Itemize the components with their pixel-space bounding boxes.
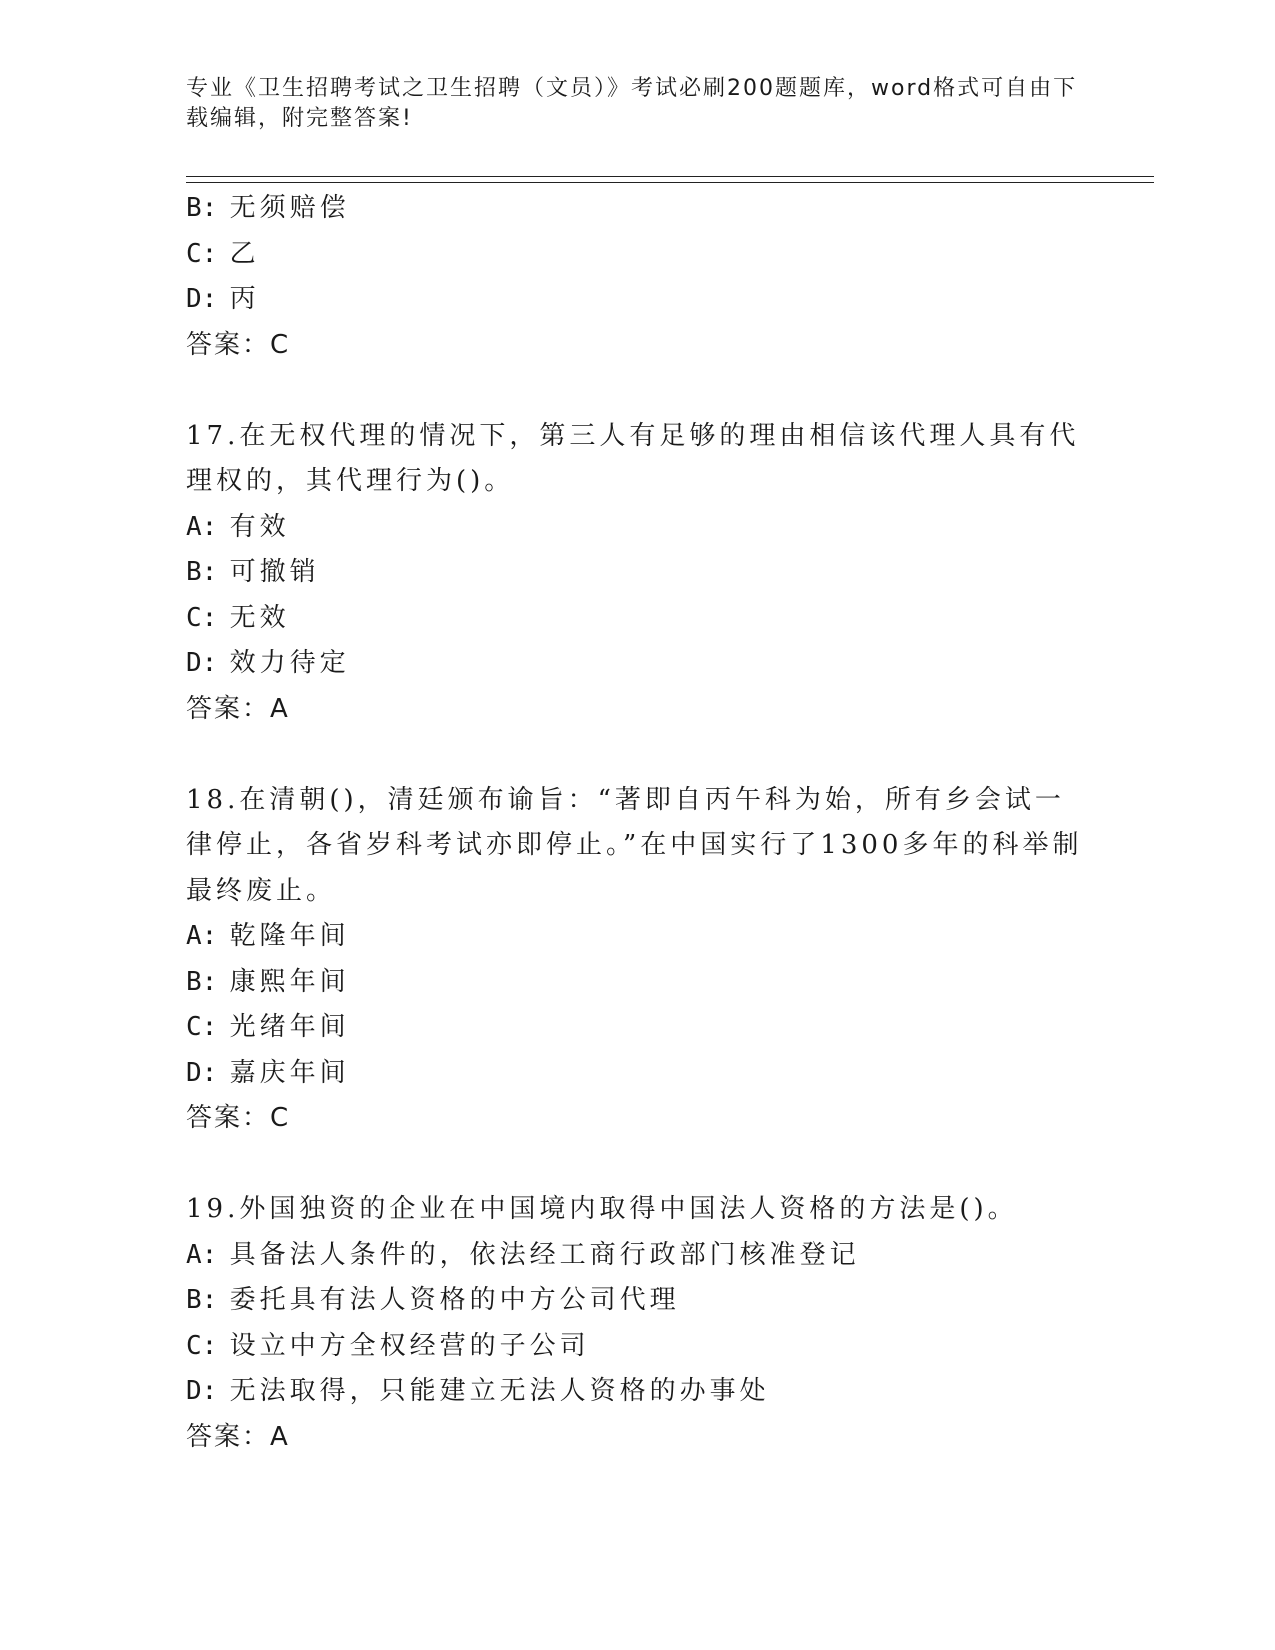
option-text: 乙 [229, 238, 260, 269]
option-d [186, 1051, 1086, 1097]
header-title: 专业《卫生招聘考试之卫生招聘（文员）》考试必刷200题题库，word格式可自由下载编辑，附完整答案! [186, 76, 1078, 131]
option-text: 具备法人条件的，依法经工商行政部门核准登记 [229, 1239, 860, 1270]
option-text: 无效 [229, 602, 290, 633]
option-key: B: [186, 557, 218, 587]
option-b [186, 186, 1086, 232]
option-text: 乾隆年间 [229, 921, 350, 951]
spacer [186, 732, 1086, 778]
option-c [186, 1324, 1086, 1370]
option-key: D: [186, 1057, 218, 1088]
option-a [186, 505, 1086, 551]
option-d [186, 277, 1086, 323]
option-b [186, 1278, 1086, 1324]
question-18 [186, 778, 1086, 1142]
option-d [186, 641, 1086, 687]
option-key: D: [186, 1376, 218, 1406]
option-text: 无须赔偿 [229, 193, 350, 223]
option-key: C: [186, 1330, 218, 1361]
question-19 [186, 1187, 1086, 1460]
answer: 答案：A [186, 693, 290, 724]
option-text: 丙 [229, 284, 260, 314]
header-rule-top [186, 176, 1154, 177]
option-text: 委托具有法人资格的中方公司代理 [229, 1285, 680, 1315]
option-text: 设立中方全权经营的子公司 [229, 1330, 590, 1361]
option-key: A: [186, 921, 218, 951]
answer: 答案：C [186, 329, 291, 360]
answer: 答案：A [186, 1421, 290, 1452]
document-body [186, 186, 1086, 1460]
option-key: A: [186, 511, 218, 542]
question-17 [186, 414, 1086, 733]
option-key: B: [186, 193, 218, 223]
option-c [186, 596, 1086, 642]
option-b [186, 550, 1086, 596]
option-key: A: [186, 1239, 218, 1270]
option-text: 光绪年间 [229, 1012, 350, 1042]
option-d [186, 1369, 1086, 1415]
option-key: C: [186, 1012, 218, 1042]
question-stem: 18.在清朝()，清廷颁布谕旨：“著即自丙午科为始，所有乡会试一律停止，各省岁科考试亦即停止。”在中国实行了1300多年的科举制最终废止。 [186, 784, 1083, 906]
option-c [186, 1005, 1086, 1051]
option-key: C: [186, 602, 218, 633]
option-text: 嘉庆年间 [229, 1057, 350, 1088]
header-rule-bottom [186, 182, 1154, 183]
question-stem: 17.在无权代理的情况下，第三人有足够的理由相信该代理人具有代理权的，其代理行为()。 [186, 420, 1080, 496]
answer: 答案：C [186, 1103, 291, 1133]
option-text: 无法取得，只能建立无法人资格的办事处 [229, 1376, 770, 1406]
option-a [186, 914, 1086, 960]
option-a [186, 1233, 1086, 1279]
option-key: B: [186, 1285, 218, 1315]
option-key: D: [186, 284, 218, 314]
option-b [186, 960, 1086, 1006]
question-stem: 19.外国独资的企业在中国境内取得中国法人资格的方法是()。 [186, 1194, 1018, 1224]
question-carryover [186, 186, 1086, 368]
spacer [186, 368, 1086, 414]
option-text: 效力待定 [229, 648, 350, 678]
document-header [186, 74, 1086, 134]
option-key: D: [186, 648, 218, 678]
option-text: 康熙年间 [229, 966, 350, 997]
option-text: 有效 [229, 511, 290, 542]
option-key: C: [186, 238, 218, 269]
option-key: B: [186, 966, 218, 997]
option-c [186, 232, 1086, 278]
spacer [186, 1142, 1086, 1188]
option-text: 可撤销 [229, 557, 320, 587]
